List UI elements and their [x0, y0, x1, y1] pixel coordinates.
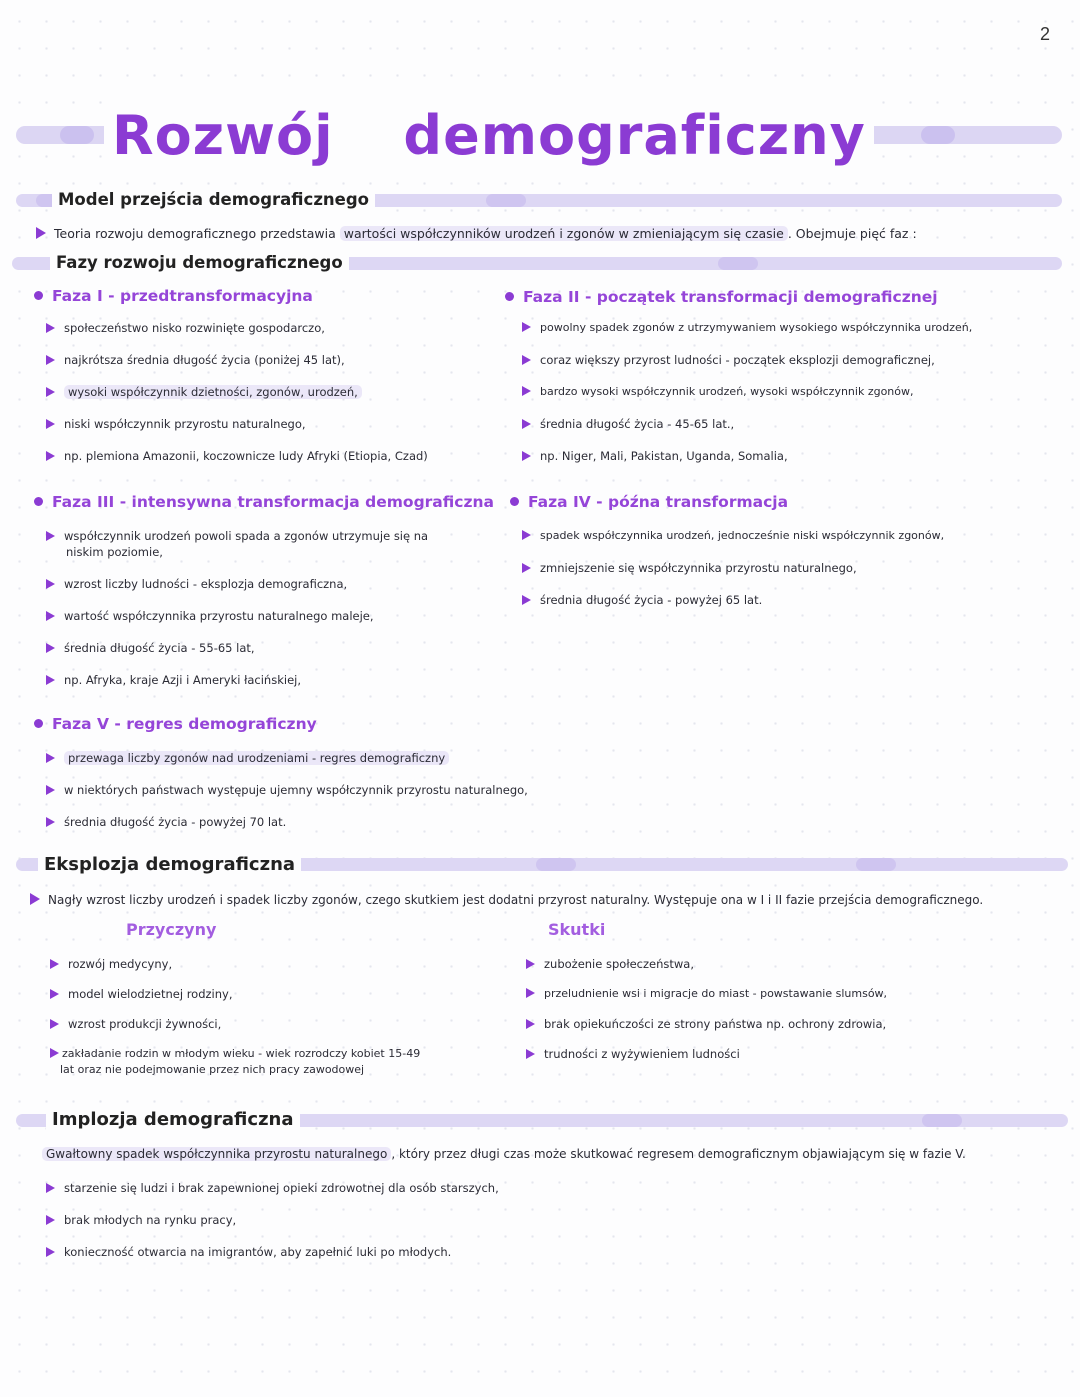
page-title: [104, 98, 874, 174]
implosion-highlight: Gwałtowny spadek współczynnika przyrostu naturalnego: [42, 1147, 391, 1161]
arrow-bullet-icon: [46, 753, 55, 763]
dot-bullet-icon: [505, 292, 514, 301]
arrow-bullet-icon: [50, 989, 59, 999]
arrow-bullet-icon: [46, 1247, 55, 1257]
phase3-list: [46, 528, 466, 688]
arrow-bullet-icon: [522, 355, 531, 365]
arrow-bullet-icon: [526, 1049, 535, 1059]
intro-highlight: wartości współczynników urodzeń i zgonów w zmieniającym się czasie: [340, 226, 788, 241]
list-item: brak młodych na rynku pracy,: [46, 1212, 499, 1228]
arrow-bullet-icon: [46, 643, 55, 653]
list-item: np. Afryka, kraje Azji i Ameryki łacińskiej,: [46, 672, 466, 688]
model-heading: Model przejścia demograficznego: [52, 188, 375, 212]
dot-bullet-icon: [34, 291, 43, 300]
bar-knob: [718, 257, 758, 270]
arrow-bullet-icon: [522, 419, 531, 429]
arrow-bullet-icon: [50, 959, 59, 969]
list-item: bardzo wysoki współczynnik urodzeń, wysoki współczynnik zgonów,: [522, 384, 972, 400]
list-item: wzrost liczby ludności - eksplozja demograficzna,: [46, 576, 466, 592]
phase2-list: [522, 320, 972, 464]
arrow-bullet-icon: [46, 1183, 55, 1193]
list-item: spadek współczynnika urodzeń, jednocześnie niski współczynnik zgonów,: [522, 528, 944, 544]
list-item: współczynnik urodzeń powoli spada a zgonów utrzymuje się na niskim poziomie,: [46, 528, 466, 560]
arrow-bullet-icon: [46, 817, 55, 827]
phase2-title: Faza II - początek transformacji demograficznej: [505, 286, 938, 308]
arrow-bullet-icon: [522, 563, 531, 573]
list-item: wysoki współczynnik dzietności, zgonów, urodzeń,: [46, 384, 428, 400]
phase4-list: [522, 528, 944, 608]
causes-list: [50, 956, 430, 1078]
bar-knob: [60, 126, 94, 144]
list-item: konieczność otwarcia na imigrantów, aby zapełnić luki po młodych.: [46, 1244, 499, 1260]
arrow-bullet-icon: [526, 988, 535, 998]
arrow-bullet-icon: [46, 579, 55, 589]
list-item: społeczeństwo nisko rozwinięte gospodarczo,: [46, 320, 428, 336]
explosion-text: Nagły wzrost liczby urodzeń i spadek liczby zgonów, czego skutkiem jest dodatni przyrost naturalny. Występuje ona w I i II fazie przejścia demograficznego.: [30, 891, 983, 909]
list-item: trudności z wyżywieniem ludności: [526, 1046, 887, 1062]
list-item: średnia długość życia - 55-65 lat,: [46, 640, 466, 656]
list-item: model wielodzietnej rodziny,: [50, 986, 430, 1002]
list-item: brak opiekuńczości ze strony państwa np. ochrony zdrowia,: [526, 1016, 887, 1032]
list-item: najkrótsza średnia długość życia (poniżej 45 lat),: [46, 352, 428, 368]
phase4-title: Faza IV - późna transformacja: [510, 491, 788, 513]
arrow-bullet-icon: [522, 595, 531, 605]
bar-knob: [486, 194, 526, 207]
phase5-title: Faza V - regres demograficzny: [34, 713, 317, 735]
list-item: zakładanie rodzin w młodym wieku - wiek rozrodczy kobiet 15-49 lat oraz nie podejmowanie przez nich pracy zawodowej: [50, 1046, 430, 1078]
intro-text: Teoria rozwoju demograficznego przedstawia: [54, 226, 336, 241]
bar-knob: [536, 858, 576, 871]
list-item: średnia długość życia - 45-65 lat.,: [522, 416, 972, 432]
list-item: zubożenie społeczeństwa,: [526, 956, 887, 972]
arrow-bullet-icon: [46, 1215, 55, 1225]
bar-knob: [922, 1114, 962, 1127]
list-item: przeludnienie wsi i migracje do miast - powstawanie slumsów,: [526, 986, 887, 1002]
list-item: przewaga liczby zgonów nad urodzeniami - regres demograficzny: [46, 750, 528, 766]
list-item: średnia długość życia - powyżej 70 lat.: [46, 814, 528, 830]
arrow-bullet-icon: [30, 893, 40, 905]
list-item: zmniejszenie się współczynnika przyrostu naturalnego,: [522, 560, 944, 576]
list-item: starzenie się ludzi i brak zapewnionej opieki zdrowotnej dla osób starszych,: [46, 1180, 499, 1196]
arrow-bullet-icon: [46, 323, 55, 333]
list-item: powolny spadek zgonów z utrzymywaniem wysokiego współczynnika urodzeń,: [522, 320, 972, 336]
model-intro: [36, 225, 917, 243]
arrow-bullet-icon: [522, 322, 531, 332]
list-item: wzrost produkcji żywności,: [50, 1016, 430, 1032]
arrow-bullet-icon: [46, 355, 55, 365]
arrow-bullet-icon: [36, 227, 46, 239]
list-item: np. Niger, Mali, Pakistan, Uganda, Somalia,: [522, 448, 972, 464]
arrow-bullet-icon: [50, 1019, 59, 1029]
list-item: średnia długość życia - powyżej 65 lat.: [522, 592, 944, 608]
arrow-bullet-icon: [46, 675, 55, 685]
implosion-text: Gwałtowny spadek współczynnika przyrostu naturalnego , który przez długi czas może skutkować regresem demograficznym objawiającym się w fazie V.: [42, 1145, 966, 1163]
effects-title: Skutki: [548, 920, 606, 939]
arrow-bullet-icon: [46, 419, 55, 429]
arrow-bullet-icon: [526, 959, 535, 969]
arrow-bullet-icon: [522, 530, 531, 540]
arrow-bullet-icon: [46, 611, 55, 621]
arrow-bullet-icon: [46, 785, 55, 795]
phase1-list: [46, 320, 428, 464]
phase1-title: Faza I - przedtransformacyjna: [34, 285, 313, 307]
title-word: Rozwój: [112, 104, 334, 167]
implosion-heading: Implozja demograficzna: [46, 1108, 300, 1132]
dot-bullet-icon: [34, 497, 43, 506]
phases-heading: Fazy rozwoju demograficznego: [50, 251, 349, 275]
arrow-bullet-icon: [46, 451, 55, 461]
intro-end: . Obejmuje pięć faz :: [787, 226, 917, 241]
arrow-bullet-icon: [46, 531, 55, 541]
explosion-heading: Eksplozja demograficzna: [38, 853, 301, 877]
phase3-title: Faza III - intensywna transformacja demograficzna: [34, 491, 494, 513]
dot-bullet-icon: [510, 497, 519, 506]
list-item: rozwój medycyny,: [50, 956, 430, 972]
causes-title: Przyczyny: [126, 920, 217, 939]
arrow-bullet-icon: [526, 1019, 535, 1029]
page-number: 2: [1039, 24, 1050, 44]
effects-list: [526, 956, 887, 1062]
list-item: wartość współczynnika przyrostu naturalnego maleje,: [46, 608, 466, 624]
arrow-bullet-icon: [522, 386, 531, 396]
list-item: w niektórych państwach występuje ujemny współczynnik przyrostu naturalnego,: [46, 782, 528, 798]
list-item: np. plemiona Amazonii, koczownicze ludy Afryki (Etiopia, Czad): [46, 448, 428, 464]
dot-bullet-icon: [34, 719, 43, 728]
bar-knob: [856, 858, 896, 871]
arrow-bullet-icon: [46, 387, 55, 397]
list-item: niski współczynnik przyrostu naturalnego,: [46, 416, 428, 432]
list-item: coraz większy przyrost ludności - początek eksplozji demograficznej,: [522, 352, 972, 368]
implosion-list: [46, 1180, 499, 1260]
bar-knob: [921, 126, 955, 144]
arrow-bullet-icon: [50, 1048, 59, 1058]
arrow-bullet-icon: [522, 451, 531, 461]
phase5-list: [46, 750, 528, 830]
title-word: demograficzny: [403, 104, 866, 167]
